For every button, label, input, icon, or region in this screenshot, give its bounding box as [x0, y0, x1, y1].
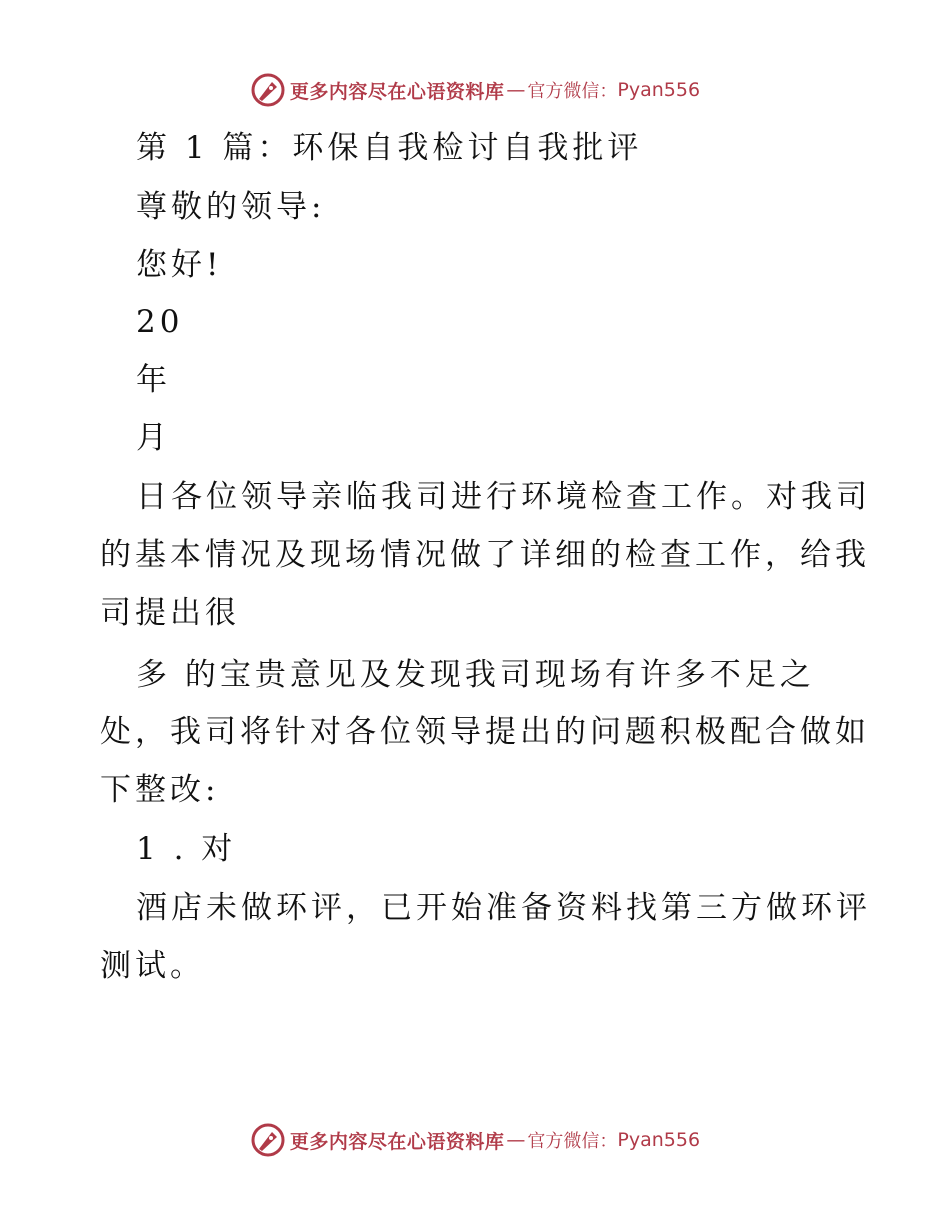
- paragraph1-line2: 的基本情况及现场情况做了详细的检查工作，给我: [100, 537, 870, 573]
- paragraph2-line1: 多 的宝贵意见及发现我司现场有许多不足之: [136, 657, 815, 693]
- footer-watermark: [0, 1120, 950, 1160]
- paragraph2-line3: 下整改:: [100, 772, 220, 808]
- watermark-handle: Pyan556: [617, 1129, 701, 1151]
- date-year-number: 20: [136, 304, 184, 340]
- watermark-separator: —: [506, 79, 526, 101]
- pen-nib-logo-icon: [250, 72, 286, 108]
- watermark-main-text: 更多内容尽在心语资料库: [289, 1130, 505, 1153]
- list-item-1-line2: 测试。: [100, 948, 205, 984]
- watermark-sub-text: 官方微信：: [527, 1131, 618, 1152]
- salutation: 尊敬的领导:: [136, 189, 326, 225]
- date-year-char: 年: [136, 362, 171, 398]
- paragraph2-line2: 处，我司将针对各位领导提出的问题积极配合做如: [100, 714, 870, 750]
- greeting: 您好!: [136, 247, 223, 283]
- pen-nib-logo-icon: [250, 1122, 286, 1158]
- paragraph1-line1: 日各位领导亲临我司进行环境检查工作。对我司: [136, 479, 871, 515]
- list-item-1-label: 1 . 对: [136, 831, 237, 867]
- watermark-handle: Pyan556: [617, 79, 701, 101]
- document-title: 第 1 篇：环保自我检讨自我批评: [136, 130, 643, 166]
- watermark-separator: —: [506, 1129, 526, 1151]
- date-month-char: 月: [136, 420, 171, 456]
- header-watermark: [0, 70, 950, 110]
- list-item-1-line1: 酒店未做环评，已开始准备资料找第三方做环评: [136, 890, 871, 926]
- watermark-sub-text: 官方微信：: [527, 81, 618, 102]
- watermark-main-text: 更多内容尽在心语资料库: [289, 80, 505, 103]
- paragraph1-line3: 司提出很: [100, 595, 240, 631]
